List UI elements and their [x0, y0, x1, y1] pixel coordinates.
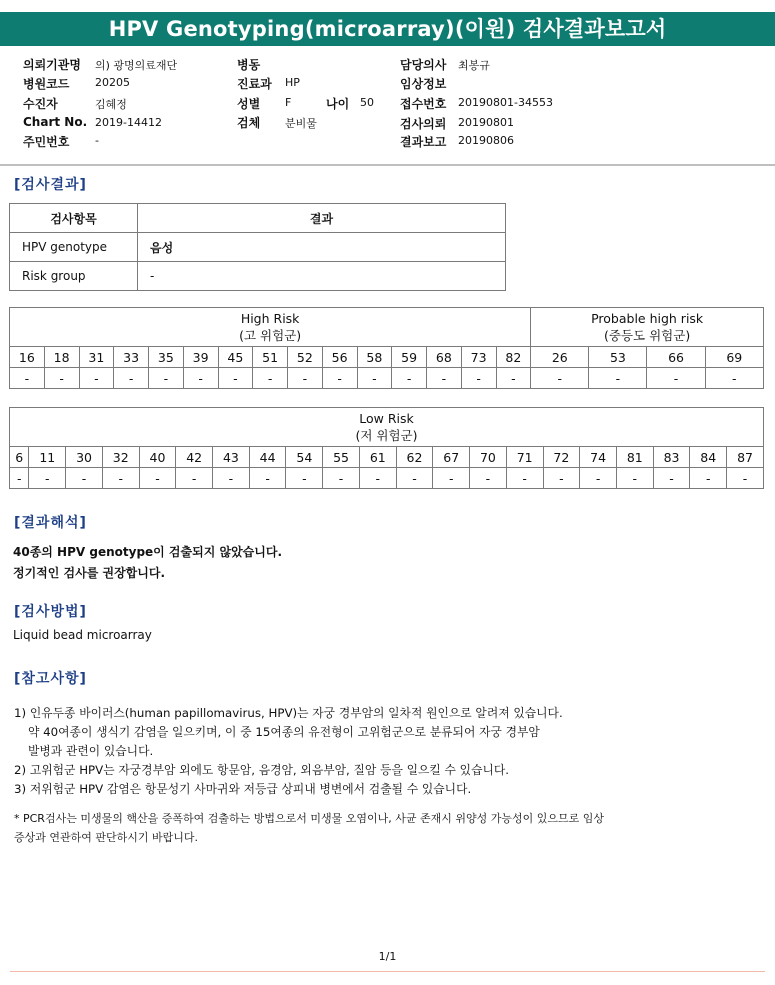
genotype-cell: 82: [496, 347, 531, 368]
page-number: 1/1: [378, 950, 397, 963]
genotype-result-cell: -: [359, 468, 396, 489]
genotype-result-cell: -: [589, 368, 647, 389]
result-value-cell: -: [138, 262, 506, 291]
genotype-result-cell: -: [433, 468, 470, 489]
genotype-cell: 66: [647, 347, 705, 368]
genotype-cell: 84: [690, 447, 727, 468]
report-title: HPV Genotyping(microarray)(이원) 검사결과보고서: [0, 12, 775, 46]
result-item-cell: HPV genotype: [10, 233, 138, 262]
genotype-result-cell: -: [470, 468, 507, 489]
genotype-cell: 6: [10, 447, 29, 468]
genotype-cell: 26: [531, 347, 589, 368]
hospital-code-value: 20205: [95, 76, 130, 89]
clinical-info-label: 임상정보: [400, 77, 447, 91]
department-label: 진료과: [237, 77, 272, 91]
genotype-result-cell: -: [249, 468, 286, 489]
genotype-cell: 68: [427, 347, 462, 368]
genotype-cell: 18: [44, 347, 79, 368]
interpretation-line-1: 40종의 HPV genotype이 검출되지 않았습니다.: [13, 545, 283, 559]
genotype-result-cell: -: [322, 368, 357, 389]
genotype-cell: 83: [653, 447, 690, 468]
patient-info-block: [0, 52, 775, 164]
genotype-result-cell: -: [10, 468, 29, 489]
hospital-code-label: 병원코드: [23, 77, 70, 91]
result-table-header-result: 결과: [138, 204, 506, 233]
genotype-result-cell: -: [506, 468, 543, 489]
institution-value: 의) 광명의료재단: [95, 59, 178, 72]
patient-label: 수진자: [23, 97, 58, 111]
sex-value: F: [285, 96, 292, 109]
genotype-cell: 62: [396, 447, 433, 468]
result-item-cell: Risk group: [10, 262, 138, 291]
genotype-result-cell: -: [396, 468, 433, 489]
genotype-cell: 59: [392, 347, 427, 368]
resident-no-value: -: [95, 134, 99, 147]
genotype-result-cell: -: [323, 468, 360, 489]
table-row: [10, 233, 506, 262]
probable-risk-subtitle: (중등도 위험군): [604, 328, 691, 343]
probable-risk-title: Probable high risk: [591, 311, 704, 326]
high-risk-header: [10, 308, 531, 347]
reference-section-title: [참고사항]: [14, 671, 87, 687]
genotype-result-cell: -: [44, 368, 79, 389]
ward-label: 병동: [237, 58, 261, 72]
genotype-cell: 54: [286, 447, 323, 468]
genotype-result-cell: -: [10, 368, 45, 389]
genotype-result-cell: -: [286, 468, 323, 489]
genotype-cell: 61: [359, 447, 396, 468]
genotype-cell: 56: [322, 347, 357, 368]
genotype-result-cell: -: [253, 368, 288, 389]
receipt-no-value: 20190801-34553: [458, 96, 553, 109]
result-value-cell: 음성: [138, 233, 506, 262]
genotype-cell: 69: [705, 347, 763, 368]
genotype-cell: 74: [580, 447, 617, 468]
doctor-label: 담당의사: [400, 58, 447, 72]
footnote-line-2: 증상과 연관하여 판단하시기 바랍니다.: [14, 831, 199, 844]
genotype-cell: 71: [506, 447, 543, 468]
interpretation-line-2: 정기적인 검사를 권장합니다.: [13, 566, 166, 580]
genotype-cell: 81: [616, 447, 653, 468]
genotype-result-cell: -: [79, 368, 114, 389]
department-value: HP: [285, 76, 300, 89]
genotype-cell: 30: [66, 447, 103, 468]
genotype-cell: 55: [323, 447, 360, 468]
genotype-result-cell: -: [690, 468, 727, 489]
genotype-cell: 16: [10, 347, 45, 368]
method-text: Liquid bead microarray: [13, 628, 152, 642]
result-table: [9, 203, 506, 291]
resident-no-label: 주민번호: [23, 135, 70, 149]
reference-line-2: 약 40여종이 생식기 감염을 일으키며, 이 중 15여종의 유전형이 고위험군으로 분류되어 자궁 경부암: [28, 725, 540, 739]
genotype-result-cell: -: [114, 368, 149, 389]
probable-risk-header: [531, 308, 764, 347]
genotype-cell: 52: [288, 347, 323, 368]
genotype-cell: 35: [149, 347, 184, 368]
result-section-title: [검사결과]: [14, 177, 87, 193]
reference-line-1: 1) 인유두종 바이러스(human papillomavirus, HPV)는 자궁 경부암의 일차적 원인으로 알려져 있습니다.: [14, 706, 563, 720]
genotype-result-cell: -: [102, 468, 139, 489]
interpretation-section-title: [결과해석]: [14, 515, 87, 531]
high-risk-subtitle: (고 위험군): [239, 328, 302, 343]
report-date-label: 결과보고: [400, 135, 447, 149]
genotype-result-cell: -: [616, 468, 653, 489]
age-label: 나이: [326, 97, 350, 111]
header-divider: [0, 164, 775, 166]
genotype-result-cell: -: [647, 368, 705, 389]
low-risk-results-row: [10, 468, 764, 489]
genotype-result-cell: -: [183, 368, 218, 389]
sex-label: 성별: [237, 97, 261, 111]
genotype-cell: 43: [213, 447, 250, 468]
genotype-cell: 87: [727, 447, 764, 468]
chart-no-label: Chart No.: [23, 115, 88, 129]
low-risk-subtitle: (저 위험군): [355, 428, 418, 443]
chart-no-value: 2019-14412: [95, 116, 162, 129]
genotype-result-cell: -: [461, 368, 496, 389]
genotype-result-cell: -: [176, 468, 213, 489]
genotype-cell: 11: [29, 447, 66, 468]
genotype-cell: 73: [461, 347, 496, 368]
request-date-value: 20190801: [458, 116, 514, 129]
genotype-result-cell: -: [531, 368, 589, 389]
table-row: [10, 262, 506, 291]
genotype-result-cell: -: [496, 368, 531, 389]
genotype-cell: 58: [357, 347, 392, 368]
genotype-cell: 31: [79, 347, 114, 368]
specimen-label: 검체: [237, 116, 261, 130]
genotype-cell: 51: [253, 347, 288, 368]
genotype-result-cell: -: [288, 368, 323, 389]
genotype-cell: 53: [589, 347, 647, 368]
genotype-result-cell: -: [213, 468, 250, 489]
genotype-cell: 40: [139, 447, 176, 468]
high-risk-types-row: [10, 347, 764, 368]
genotype-cell: 70: [470, 447, 507, 468]
genotype-result-cell: -: [29, 468, 66, 489]
genotype-result-cell: -: [580, 468, 617, 489]
genotype-result-cell: -: [218, 368, 253, 389]
doctor-value: 최봉규: [458, 59, 490, 72]
reference-line-5: 3) 저위험군 HPV 감염은 항문성기 사마귀와 저등급 상피내 병변에서 검출될 수 있습니다.: [14, 782, 472, 796]
specimen-value: 분비물: [285, 117, 317, 130]
genotype-cell: 33: [114, 347, 149, 368]
genotype-result-cell: -: [392, 368, 427, 389]
genotype-result-cell: -: [653, 468, 690, 489]
genotype-result-cell: -: [727, 468, 764, 489]
age-value: 50: [360, 96, 374, 109]
receipt-no-label: 접수번호: [400, 97, 447, 111]
genotype-cell: 42: [176, 447, 213, 468]
genotype-result-cell: -: [66, 468, 103, 489]
genotype-cell: 72: [543, 447, 580, 468]
genotype-result-cell: -: [427, 368, 462, 389]
report-date-value: 20190806: [458, 134, 514, 147]
genotype-cell: 67: [433, 447, 470, 468]
high-risk-results-row: [10, 368, 764, 389]
genotype-result-cell: -: [357, 368, 392, 389]
reference-line-4: 2) 고위험군 HPV는 자궁경부암 외에도 항문암, 음경암, 외음부암, 질암 등을 일으킬 수 있습니다.: [14, 763, 510, 777]
patient-value: 김혜정: [95, 98, 127, 111]
low-risk-types-row: [10, 447, 764, 468]
method-section-title: [검사방법]: [14, 604, 87, 620]
low-risk-title: Low Risk: [359, 411, 414, 426]
genotype-cell: 32: [102, 447, 139, 468]
footer-divider: [10, 971, 765, 972]
genotype-result-cell: -: [139, 468, 176, 489]
genotype-result-cell: -: [705, 368, 763, 389]
footnote-line-1: * PCR검사는 미생물의 핵산을 증폭하여 검출하는 방법으로서 미생물 오염이나, 사균 존재시 위양성 가능성이 있으므로 임상: [14, 812, 604, 825]
low-risk-table: [9, 407, 764, 489]
institution-label: 의뢰기관명: [23, 58, 81, 72]
result-table-header-item: 검사항목: [10, 204, 138, 233]
genotype-result-cell: -: [149, 368, 184, 389]
low-risk-header: [10, 408, 764, 447]
request-date-label: 검사의뢰: [400, 117, 447, 131]
genotype-cell: 44: [249, 447, 286, 468]
genotype-cell: 39: [183, 347, 218, 368]
high-risk-title: High Risk: [240, 311, 300, 326]
genotype-cell: 45: [218, 347, 253, 368]
high-risk-table: [9, 307, 764, 389]
genotype-result-cell: -: [543, 468, 580, 489]
reference-line-3: 발병과 관련이 있습니다.: [28, 744, 154, 758]
